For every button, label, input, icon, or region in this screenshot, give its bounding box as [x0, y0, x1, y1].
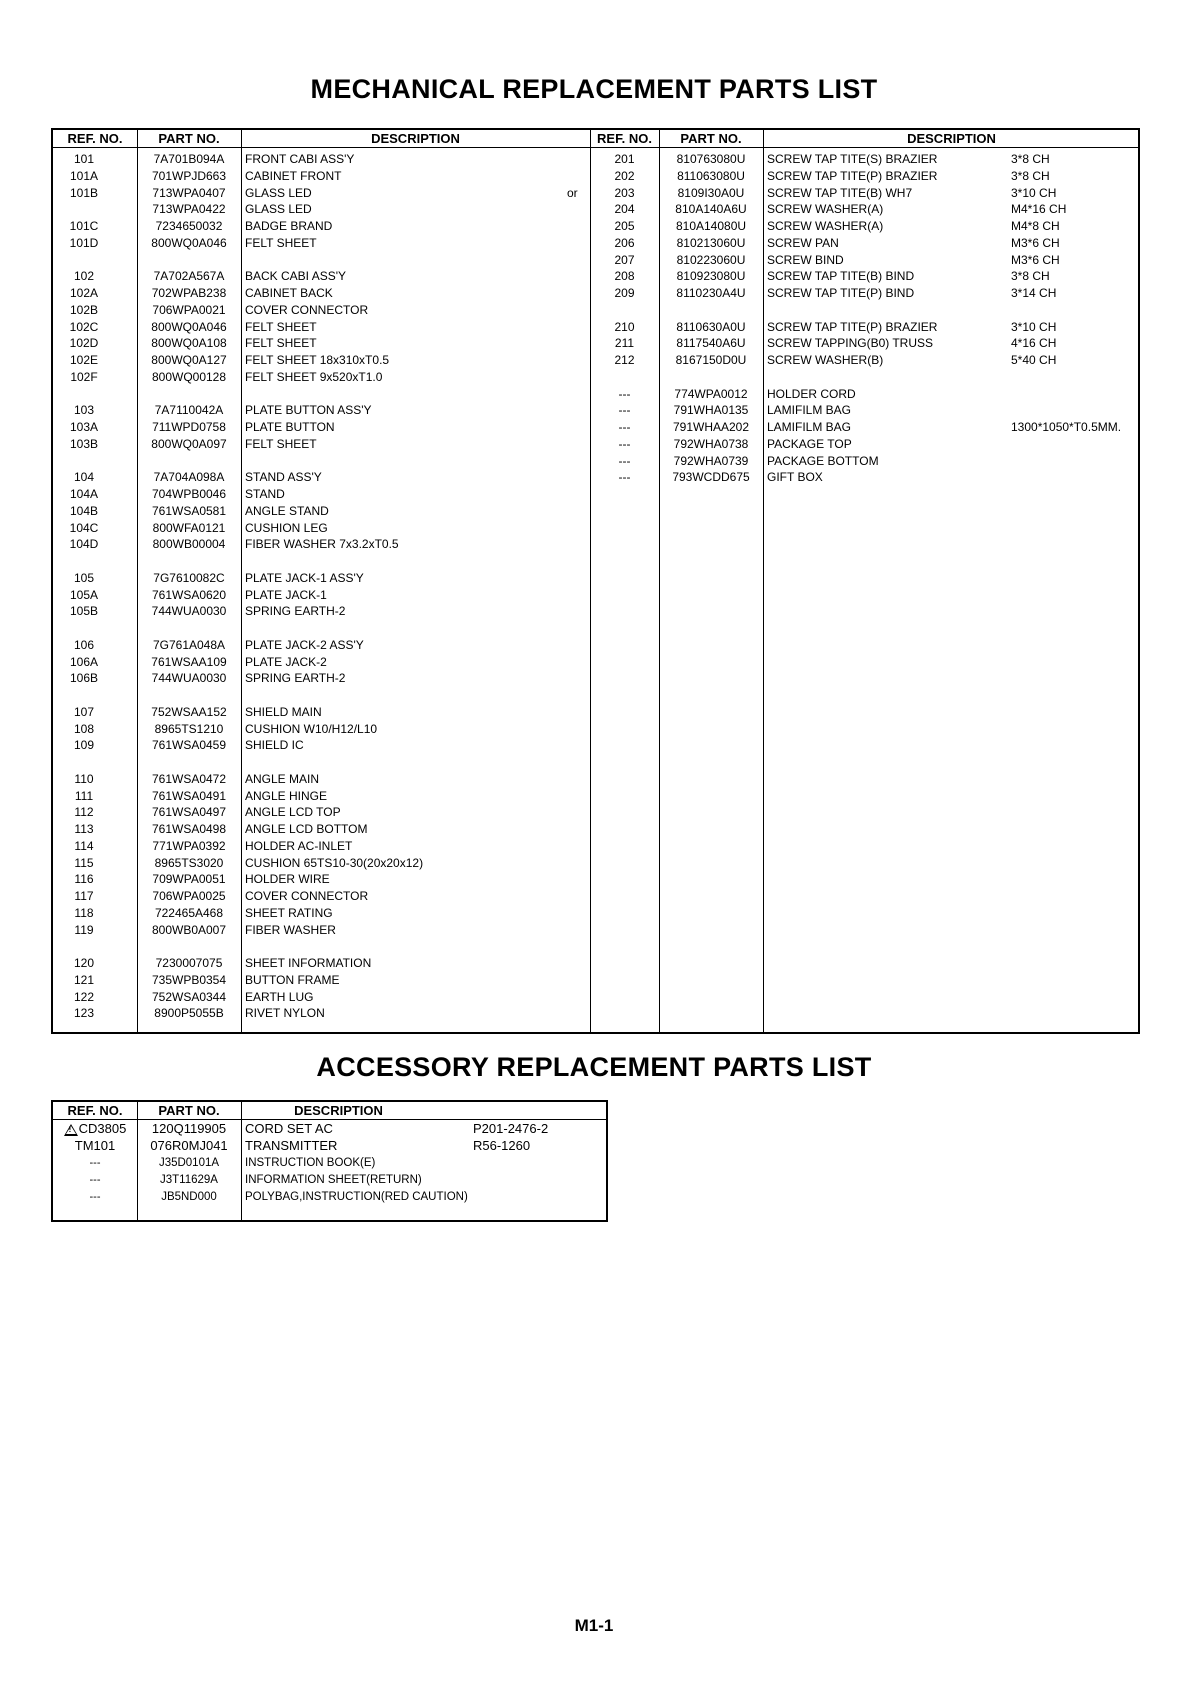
part-no-cell: 7A704A098A: [153, 470, 225, 485]
description-cell: PLATE JACK-2 ASS'Y: [245, 637, 364, 652]
ref-no-text: CD3805: [78, 1121, 127, 1136]
part-no-cell: 7G7610082C: [153, 570, 225, 585]
description-cell: PACKAGE BOTTOM: [767, 453, 879, 468]
part-no-cell: 8900P5055B: [154, 1006, 224, 1021]
description-cell: SCREW WASHER(A): [767, 202, 884, 217]
ref-no-cell: 103: [73, 403, 95, 418]
part-no-cell: 800WQ0A108: [151, 336, 227, 351]
description-cell: FELT SHEET: [245, 336, 317, 351]
spec-cell: M3*6 CH: [1011, 252, 1060, 267]
description-cell: FIBER WASHER: [245, 922, 336, 937]
column-header-ref-no: REF. NO.: [53, 1102, 137, 1120]
ref-no-cell: 209: [614, 286, 635, 300]
spec-cell: 3*10 CH: [1011, 319, 1057, 334]
column-header-description: DESCRIPTION: [763, 130, 1140, 148]
ref-no-cell: 102A: [69, 286, 99, 300]
column-header-description: DESCRIPTION: [241, 1102, 606, 1120]
ref-no-cell: [53, 201, 115, 217]
ref-no-cell: ---: [618, 386, 631, 401]
column-header-ref-no: REF. NO.: [590, 130, 659, 148]
ref-no-cell: 111: [74, 788, 94, 803]
spec-cell: M4*8 CH: [1011, 219, 1060, 233]
spec-cell: 3*14 CH: [1011, 286, 1057, 300]
ref-no-cell: 106: [73, 637, 95, 652]
spec-cell: [1011, 402, 1139, 418]
part-no-cell: 711WPD0758: [152, 420, 226, 434]
spec-cell: 3*8 CH: [1011, 152, 1050, 166]
part-no-cell: JB5ND000: [161, 1191, 217, 1203]
description-cell: ANGLE HINGE: [245, 788, 328, 803]
description-cell: CORD SET AC: [245, 1121, 333, 1136]
accessory-parts-table: [51, 1100, 608, 1222]
description-cell: FELT SHEET 18x310xT0.5: [245, 353, 390, 367]
description-cell: POLYBAG,INSTRUCTION(RED CAUTION): [245, 1191, 468, 1203]
ref-no-cell: 104C: [69, 520, 99, 535]
description-cell: HOLDER WIRE: [245, 872, 330, 887]
part-no-cell: 7230007075: [155, 956, 223, 970]
part-no-cell: 8110630A0U: [676, 319, 746, 334]
description-cell: SHIELD IC: [245, 738, 304, 753]
part-no-cell: 791WHAA202: [672, 420, 750, 434]
description-cell: SCREW TAPPING(B0) TRUSS: [767, 336, 934, 351]
ref-no-cell: 105B: [69, 604, 99, 619]
ref-no-cell: [53, 1138, 137, 1154]
part-no-cell: 774WPA0012: [674, 386, 748, 401]
description-cell: PLATE BUTTON: [245, 420, 335, 434]
part-no-cell: 761WSA0459: [151, 738, 227, 753]
part-no-cell: 709WPA0051: [152, 872, 226, 887]
description-cell: ANGLE STAND: [245, 503, 329, 518]
description-cell: SPRING EARTH-2: [245, 671, 346, 686]
mechanical-parts-table: [51, 128, 1140, 1034]
description-cell: GIFT BOX: [767, 470, 823, 485]
ref-no-cell: 205: [614, 219, 635, 233]
part-no-cell: 7234650032: [155, 219, 223, 233]
description-cell: LAMIFILM BAG: [767, 420, 852, 434]
description-cell: SCREW WASHER(A): [767, 219, 884, 233]
description-cell: FELT SHEET 9x520xT1.0: [245, 369, 383, 384]
spec-cell: R56-1260: [473, 1138, 531, 1153]
description-cell: SHIELD MAIN: [245, 704, 322, 719]
part-no-cell: 8167150D0U: [675, 353, 747, 367]
ref-no-cell: 102B: [69, 302, 99, 317]
ref-no-cell: 101: [73, 152, 95, 166]
description-cell: PLATE BUTTON ASS'Y: [245, 403, 372, 418]
ref-no-cell: 107: [73, 704, 95, 719]
part-no-cell: 800WB00004: [152, 537, 226, 552]
ref-no-cell: 101C: [69, 219, 99, 233]
spec-cell: [473, 1189, 603, 1205]
part-no-cell: 810A140A6U: [675, 202, 747, 217]
part-no-cell: 791WHA0135: [673, 403, 749, 418]
description-cell: TRANSMITTER: [245, 1138, 338, 1153]
ref-no-cell: 102E: [69, 353, 99, 367]
ref-no-cell: [53, 1121, 137, 1137]
ref-no-cell: 112: [74, 805, 94, 820]
ref-no-cell: 201: [614, 152, 635, 166]
spec-cell: 3*8 CH: [1011, 168, 1050, 183]
description-cell: EARTH LUG: [245, 989, 314, 1004]
ref-no-cell: 102D: [69, 336, 99, 351]
part-no-cell: 771WPA0392: [152, 838, 226, 853]
ref-no-cell: 115: [74, 855, 94, 870]
ref-no-cell: ---: [618, 436, 631, 451]
part-no-cell: 761WSA0491: [151, 788, 227, 803]
ref-no-cell: 116: [74, 872, 94, 887]
part-no-cell: 793WCDD675: [672, 470, 750, 485]
description-cell: SCREW WASHER(B): [767, 353, 884, 367]
ref-no-cell: 103B: [69, 436, 99, 451]
part-no-cell: 8109I30A0U: [677, 185, 745, 200]
description-cell: FELT SHEET: [245, 235, 317, 250]
ref-no-text: ---: [89, 1191, 101, 1203]
mechanical-parts-title: MECHANICAL REPLACEMENT PARTS LIST: [310, 74, 878, 104]
ref-no-cell: 103A: [69, 420, 99, 434]
description-cell: SPRING EARTH-2: [245, 604, 346, 619]
accessory-parts-title: ACCESSORY REPLACEMENT PARTS LIST: [316, 1052, 872, 1082]
ref-no-cell: 104B: [69, 503, 99, 518]
description-cell: CUSHION 65TS10-30(20x20x12): [245, 855, 424, 870]
description-cell: CUSHION W10/H12/L10: [245, 721, 378, 736]
ref-no-cell: 106A: [69, 654, 99, 669]
description-cell: ANGLE LCD TOP: [245, 805, 341, 820]
ref-no-cell: 121: [73, 972, 95, 987]
part-no-cell: 8965TS3020: [154, 855, 224, 870]
description-cell: COVER CONNECTOR: [245, 889, 369, 903]
part-no-cell: 811063080U: [677, 168, 745, 183]
part-no-cell: 735WPB0354: [151, 972, 227, 987]
description-cell: ANGLE LCD BOTTOM: [245, 822, 368, 836]
part-no-cell: 704WPB0046: [151, 487, 227, 501]
part-no-cell: 7A701B094A: [153, 152, 225, 166]
ref-no-cell: 101A: [69, 168, 99, 183]
spec-cell: 4*16 CH: [1011, 336, 1057, 351]
part-no-cell: 810223060U: [676, 252, 746, 267]
alternate-note: or: [567, 185, 578, 200]
ref-no-cell: 109: [73, 738, 95, 753]
description-cell: GLASS LED: [245, 185, 312, 200]
spec-cell: [1011, 469, 1139, 485]
part-no-cell: 800WFA0121: [152, 520, 226, 535]
ref-no-cell: 102: [73, 269, 95, 284]
ref-no-cell: ---: [618, 470, 631, 485]
ref-no-cell: 102F: [70, 369, 98, 384]
description-cell: COVER CONNECTOR: [245, 302, 369, 317]
spec-cell: 5*40 CH: [1011, 353, 1057, 367]
column-header-description: DESCRIPTION: [241, 130, 590, 148]
description-cell: STAND ASS'Y: [245, 470, 322, 485]
ref-no-cell: 104D: [69, 537, 99, 552]
description-cell: SCREW TAP TITE(P) BRAZIER: [767, 168, 938, 183]
ref-no-cell: ---: [618, 403, 631, 418]
description-cell: BUTTON FRAME: [245, 972, 340, 987]
part-no-cell: 800WQ0A127: [151, 353, 227, 367]
part-no-cell: 761WSAA109: [151, 654, 227, 669]
description-cell: FELT SHEET: [245, 319, 317, 334]
part-no-cell: 744WUA0030: [151, 671, 227, 686]
description-cell: BACK CABI ASS'Y: [245, 269, 346, 284]
part-no-cell: 761WSA0497: [151, 805, 227, 820]
ref-no-cell: [53, 1155, 137, 1171]
part-no-cell: 752WSAA152: [151, 704, 227, 719]
ref-no-cell: 117: [74, 889, 94, 903]
description-cell: SCREW TAP TITE(S) BRAZIER: [767, 152, 938, 166]
safety-warning-icon: [64, 1124, 78, 1136]
ref-no-cell: ---: [618, 420, 631, 434]
description-cell: PLATE JACK-2: [245, 654, 327, 669]
ref-no-cell: 101B: [69, 185, 99, 200]
description-cell: RIVET NYLON: [245, 1006, 325, 1021]
spec-cell: [1011, 453, 1139, 469]
part-no-cell: 761WSA0620: [151, 587, 227, 602]
part-no-cell: 752WSA0344: [151, 989, 227, 1004]
spec-cell: [473, 1155, 603, 1171]
ref-no-text: ---: [89, 1157, 101, 1169]
description-cell: CUSHION LEG: [245, 520, 328, 535]
description-cell: ANGLE MAIN: [245, 771, 320, 786]
description-cell: INSTRUCTION BOOK(E): [245, 1157, 376, 1169]
spec-cell: [1011, 386, 1139, 402]
part-no-cell: 8117540A6U: [676, 336, 746, 351]
spec-cell: 3*10 CH: [1011, 185, 1057, 200]
part-no-cell: 8110230A4U: [676, 286, 746, 300]
description-cell: SHEET RATING: [245, 905, 333, 920]
column-header-part-no: PART NO.: [137, 1102, 241, 1120]
ref-no-cell: ---: [618, 453, 631, 468]
column-header-part-no: PART NO.: [659, 130, 763, 148]
ref-no-cell: 211: [614, 336, 635, 351]
description-cell: INFORMATION SHEET(RETURN): [245, 1174, 422, 1186]
part-no-cell: 701WPJD663: [151, 168, 227, 183]
ref-no-cell: 108: [73, 721, 95, 736]
ref-no-cell: 105: [73, 570, 95, 585]
description-cell: STAND: [245, 487, 285, 501]
description-cell: SCREW TAP TITE(P) BIND: [767, 286, 915, 300]
part-no-cell: 706WPA0021: [152, 302, 226, 317]
part-no-cell: 761WSA0581: [151, 503, 227, 518]
ref-no-text: ---: [89, 1174, 101, 1186]
spec-cell: P201-2476-2: [473, 1121, 549, 1136]
description-cell: HOLDER CORD: [767, 386, 856, 401]
description-cell: BADGE BRAND: [245, 219, 333, 233]
ref-no-cell: 204: [614, 202, 635, 217]
part-no-cell: 800WQ0A097: [151, 436, 227, 451]
description-cell: SCREW TAP TITE(P) BRAZIER: [767, 319, 938, 334]
part-no-cell: 810213060U: [676, 235, 746, 250]
column-header-part-no: PART NO.: [137, 130, 241, 148]
part-no-cell: 800WQ00128: [151, 369, 227, 384]
spec-cell: M4*16 CH: [1011, 202, 1067, 217]
description-cell: CABINET BACK: [245, 286, 333, 300]
description-cell: FRONT CABI ASS'Y: [245, 152, 355, 166]
ref-no-cell: 212: [614, 353, 635, 367]
ref-no-cell: 123: [73, 1006, 95, 1021]
ref-no-cell: 101D: [69, 235, 99, 250]
description-cell: SCREW BIND: [767, 252, 844, 267]
ref-no-cell: 102C: [69, 319, 99, 334]
ref-no-cell: [53, 1189, 137, 1205]
part-no-cell: J3T11629A: [160, 1174, 218, 1186]
part-no-cell: 706WPA0025: [152, 889, 226, 903]
part-no-cell: 761WSA0498: [151, 822, 227, 836]
ref-no-cell: 114: [74, 838, 94, 853]
part-no-cell: 792WHA0738: [673, 436, 749, 451]
part-no-cell: J35D0101A: [158, 1157, 220, 1169]
description-cell: HOLDER AC-INLET: [245, 838, 353, 853]
ref-no-cell: [53, 1172, 137, 1188]
spec-cell: 3*8 CH: [1011, 269, 1050, 284]
ref-no-cell: 113: [74, 822, 94, 836]
description-cell: FIBER WASHER 7x3.2xT0.5: [245, 537, 399, 552]
ref-no-cell: 206: [614, 235, 635, 250]
part-no-cell: 713WPA0422: [152, 202, 226, 217]
part-no-cell: 713WPA0407: [152, 185, 226, 200]
part-no-cell: 120Q119905: [151, 1121, 227, 1136]
ref-no-cell: 203: [614, 185, 635, 200]
ref-no-cell: 122: [73, 989, 95, 1004]
description-cell: LAMIFILM BAG: [767, 403, 852, 418]
part-no-cell: 7A7110042A: [154, 403, 224, 418]
part-no-cell: 810A14080U: [675, 219, 747, 233]
ref-no-cell: 105A: [69, 587, 99, 602]
ref-no-cell: 104A: [69, 487, 99, 501]
page-number: M1-1: [574, 1616, 614, 1635]
part-no-cell: 7A702A567A: [153, 269, 225, 284]
description-cell: SCREW TAP TITE(B) BIND: [767, 269, 915, 284]
ref-no-cell: 202: [614, 168, 635, 183]
spec-cell: [473, 1172, 603, 1188]
spec-cell: 1300*1050*T0.5MM.: [1011, 420, 1122, 434]
description-cell: PACKAGE TOP: [767, 436, 852, 451]
part-no-cell: 810763080U: [676, 152, 746, 166]
part-no-cell: 076R0MJ041: [150, 1138, 228, 1153]
ref-no-cell: 106B: [69, 671, 99, 686]
part-no-cell: 761WSA0472: [151, 771, 227, 786]
ref-no-cell: 104: [73, 470, 95, 485]
description-cell: SCREW TAP TITE(B) WH7: [767, 185, 913, 200]
part-no-cell: 722465A468: [154, 905, 224, 920]
column-header-ref-no: REF. NO.: [53, 130, 137, 148]
part-no-cell: 744WUA0030: [151, 604, 227, 619]
description-cell: FELT SHEET: [245, 436, 317, 451]
spec-cell: M3*6 CH: [1011, 235, 1060, 250]
ref-no-cell: 120: [73, 956, 95, 970]
ref-no-cell: 118: [74, 905, 94, 920]
ref-no-cell: 110: [74, 771, 94, 786]
description-cell: SHEET INFORMATION: [245, 956, 372, 970]
part-no-cell: 792WHA0739: [673, 453, 749, 468]
part-no-cell: 810923080U: [676, 269, 746, 284]
ref-no-cell: 210: [614, 319, 635, 334]
part-no-cell: 7G761A048A: [152, 637, 226, 652]
description-cell: PLATE JACK-1 ASS'Y: [245, 570, 364, 585]
ref-no-text: TM101: [74, 1138, 116, 1153]
part-no-cell: 800WQ0A046: [151, 235, 227, 250]
description-cell: GLASS LED: [245, 202, 312, 217]
ref-no-cell: 207: [614, 252, 635, 267]
part-no-cell: 8965TS1210: [154, 721, 224, 736]
part-no-cell: 702WPAB238: [151, 286, 227, 300]
description-cell: PLATE JACK-1: [245, 587, 327, 602]
part-no-cell: 800WQ0A046: [151, 319, 227, 334]
part-no-cell: 800WB0A007: [151, 922, 227, 937]
ref-no-cell: 119: [74, 922, 94, 937]
description-cell: CABINET FRONT: [245, 168, 342, 183]
ref-no-cell: 208: [614, 269, 635, 284]
description-cell: SCREW PAN: [767, 235, 839, 250]
spec-cell: [1011, 436, 1139, 452]
